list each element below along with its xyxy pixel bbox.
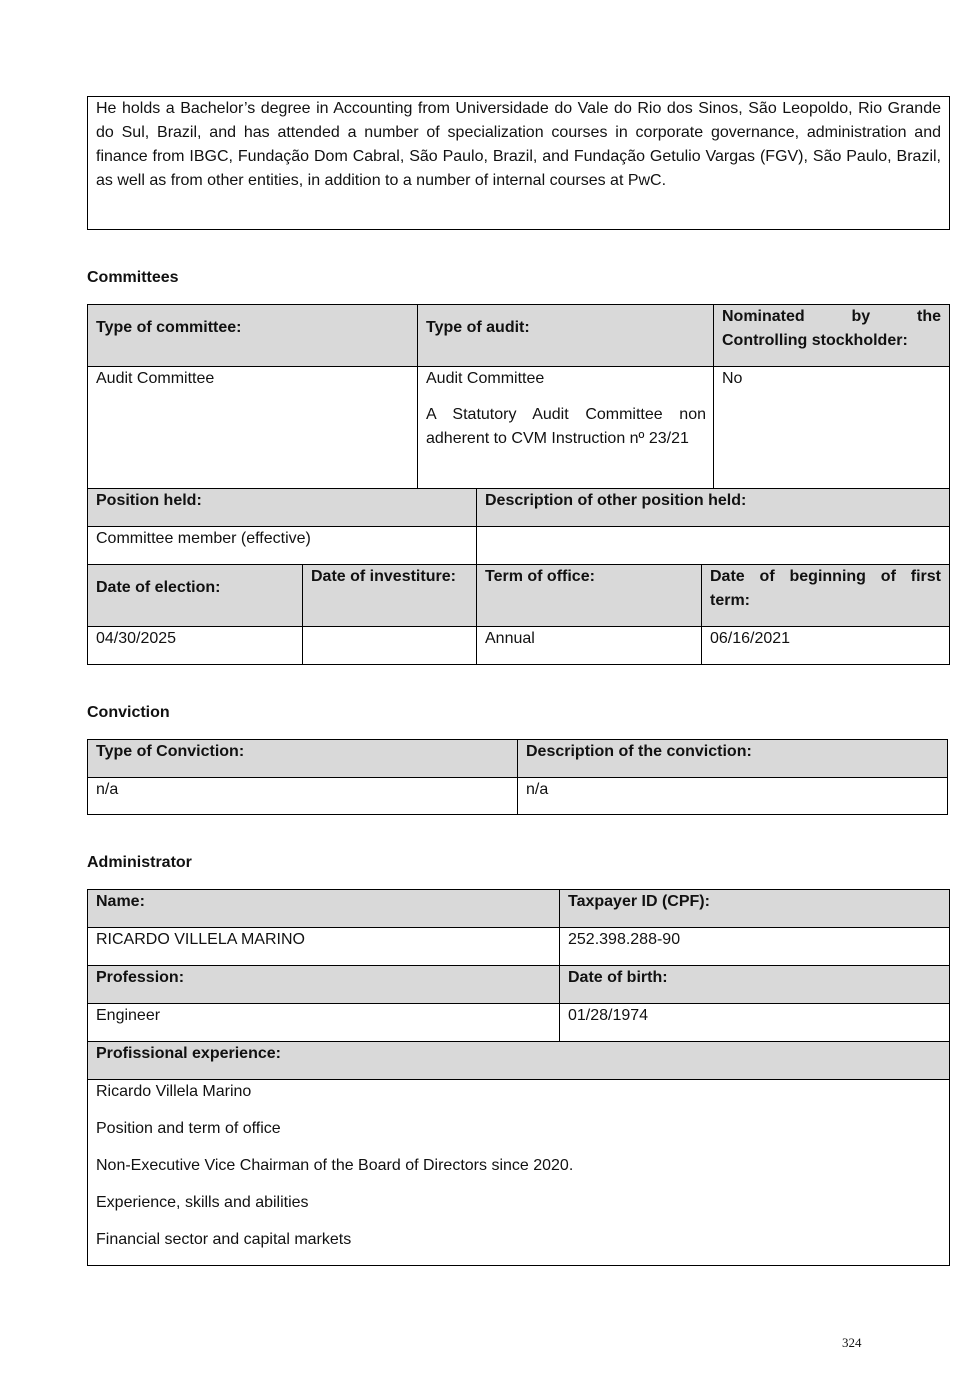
intro-box: [87, 96, 950, 230]
intro-text: He holds a Bachelor’s degree in Accounting from Universidade do Vale do Rio dos Sinos, São Leopoldo, Rio Grande do Sul, Brazil, and has attended a number of specialization courses in corporate governance, administration and finance from IBGC, Fundação Dom Cabral, São Paulo, Brazil, and Fundação Getulio Vargas (FGV), São Paulo, Brazil, as well as from other entities, in addition to a number of internal courses at PwC.: [96, 100, 941, 189]
grid-line: [88, 526, 949, 527]
investiture-cell: [303, 627, 477, 664]
grid-line: [517, 740, 518, 814]
nominated-header: [714, 305, 949, 367]
name-label: Name:: [96, 893, 145, 910]
other-position-label: Description of other position held:: [485, 492, 747, 509]
conviction-desc-header: [518, 740, 947, 778]
conviction-desc-cell: [518, 778, 947, 814]
first-term-label: Date of beginning of first term:: [710, 568, 941, 609]
nominated-cell: [714, 367, 949, 489]
type-committee-cell: [88, 367, 418, 489]
profession-value: Engineer: [96, 1007, 161, 1024]
grid-line: [417, 305, 418, 489]
birth-value: 01/28/1974: [568, 1007, 649, 1024]
committees-title: Committees: [87, 269, 179, 286]
page-number: 324: [842, 1335, 862, 1350]
conviction-desc-value: n/a: [526, 781, 549, 798]
grid-line: [88, 366, 949, 367]
conviction-type-cell: [88, 778, 518, 814]
experience-label: Profissional experience:: [96, 1045, 281, 1062]
type-audit-label: Type of audit:: [426, 319, 530, 336]
experience-line: Position and term of office: [96, 1120, 281, 1137]
nominated-label: Nominated by the Controlling stockholder:: [722, 308, 941, 349]
type-committee-value: Audit Committee: [96, 370, 215, 387]
position-value: Committee member (effective): [96, 530, 311, 547]
experience-header: [88, 1042, 949, 1080]
grid-line: [559, 890, 560, 1042]
profession-cell: [88, 1004, 560, 1042]
conviction-table: [87, 739, 948, 815]
cpf-value: 252.398.288-90: [568, 931, 681, 948]
position-cell: [88, 527, 477, 565]
cpf-header: [560, 890, 949, 928]
other-position-header: [477, 489, 949, 527]
election-label: Date of election:: [96, 579, 221, 596]
type-audit-header: [418, 305, 714, 367]
birth-cell: [560, 1004, 949, 1042]
birth-label: Date of birth:: [568, 969, 668, 986]
grid-line: [88, 488, 949, 489]
administrator-table: [87, 889, 950, 1266]
conviction-type-value: n/a: [96, 781, 119, 798]
administrator-title: Administrator: [87, 854, 192, 871]
nominated-value: No: [722, 370, 743, 387]
type-audit-description: A Statutory Audit Committee non adherent to CVM Instruction nº 23/21: [426, 406, 706, 447]
election-cell: [88, 627, 303, 664]
term-cell: [477, 627, 702, 664]
grid-line: [88, 564, 949, 565]
profession-header: [88, 966, 560, 1004]
first-term-cell: [702, 627, 949, 664]
name-cell: [88, 928, 560, 966]
grid-line: [302, 565, 303, 664]
experience-line: Experience, skills and abilities: [96, 1194, 309, 1211]
grid-line: [88, 1079, 949, 1080]
investiture-header: [303, 565, 477, 627]
grid-line: [88, 1003, 949, 1004]
first-term-header: [702, 565, 949, 627]
investiture-label: Date of investiture:: [311, 568, 456, 585]
profession-label: Profession:: [96, 969, 185, 986]
experience-line: Financial sector and capital markets: [96, 1231, 352, 1248]
term-value: Annual: [485, 630, 535, 647]
name-header: [88, 890, 560, 928]
grid-line: [713, 305, 714, 489]
committees-table: [87, 304, 950, 665]
type-audit-value: Audit Committee: [426, 370, 545, 387]
election-header: [88, 565, 303, 627]
cpf-cell: [560, 928, 949, 966]
experience-cell: [88, 1080, 949, 1265]
grid-line: [476, 489, 477, 664]
experience-line: Ricardo Villela Marino: [96, 1083, 252, 1100]
grid-line: [701, 565, 702, 664]
experience-line: Non-Executive Vice Chairman of the Board of Directors since 2020.: [96, 1157, 574, 1174]
name-value: RICARDO VILLELA MARINO: [96, 931, 305, 948]
position-label: Position held:: [96, 492, 202, 509]
type-audit-cell: [418, 367, 714, 489]
term-label: Term of office:: [485, 568, 595, 585]
election-value: 04/30/2025: [96, 630, 177, 647]
conviction-type-header: [88, 740, 518, 778]
birth-header: [560, 966, 949, 1004]
grid-line: [88, 927, 949, 928]
grid-line: [88, 626, 949, 627]
first-term-value: 06/16/2021: [710, 630, 791, 647]
type-committee-header: [88, 305, 418, 367]
other-position-cell: [477, 527, 949, 565]
conviction-desc-label: Description of the conviction:: [526, 743, 752, 760]
term-header: [477, 565, 702, 627]
cpf-label: Taxpayer ID (CPF):: [568, 893, 710, 910]
type-committee-label: Type of committee:: [96, 319, 242, 336]
conviction-type-label: Type of Conviction:: [96, 743, 245, 760]
grid-line: [88, 965, 949, 966]
grid-line: [88, 1041, 949, 1042]
conviction-title: Conviction: [87, 704, 170, 721]
position-header: [88, 489, 477, 527]
